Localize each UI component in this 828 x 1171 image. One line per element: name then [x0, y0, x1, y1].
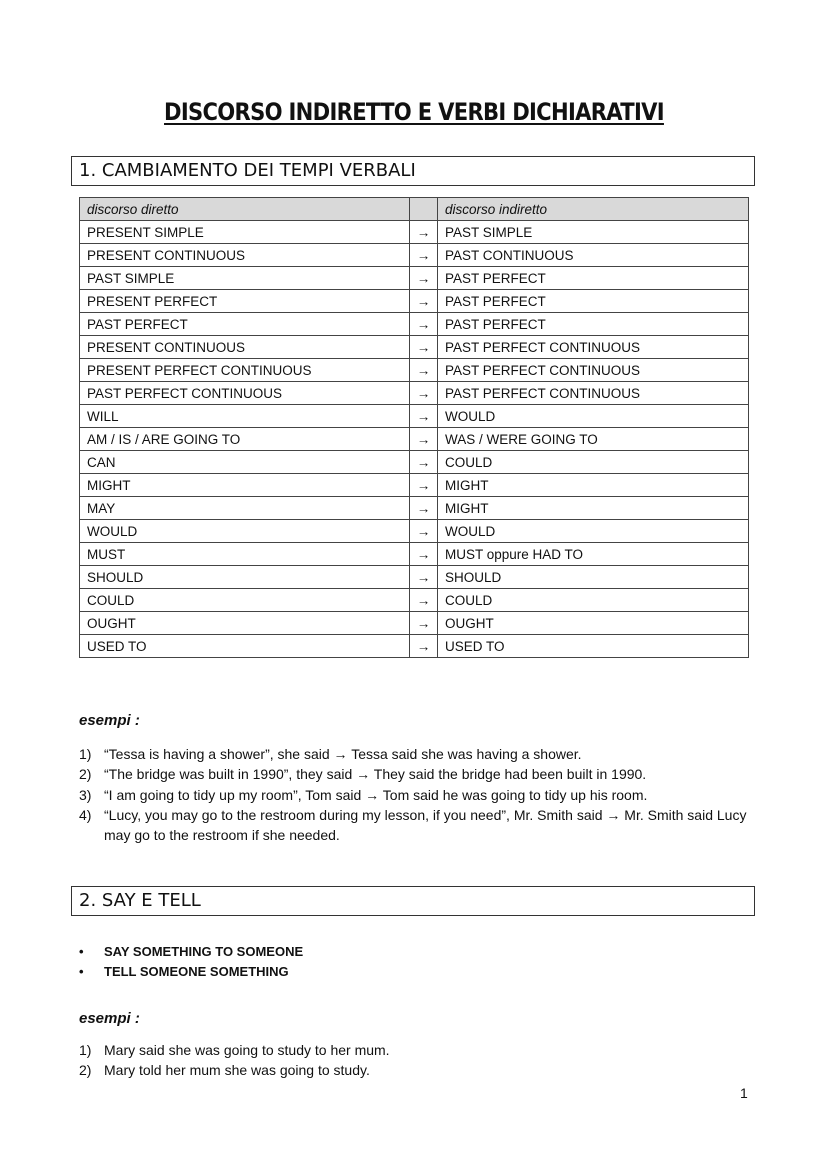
bullet-text: TELL SOMEONE SOMETHING	[104, 964, 289, 979]
indirect-speech-cell: WOULD	[438, 405, 749, 428]
bullet-icon: •	[79, 964, 84, 979]
item-text: “Tessa is having a shower”, she said → Tessa said she was having a shower.	[104, 746, 582, 762]
list-item	[79, 764, 759, 784]
indirect-speech-cell: PAST CONTINUOUS	[438, 244, 749, 267]
arrow-icon: →	[410, 566, 438, 589]
arrow-icon: →	[410, 290, 438, 313]
direct-speech-cell: PRESENT PERFECT CONTINUOUS	[80, 359, 410, 382]
indirect-speech-cell: PAST PERFECT CONTINUOUS	[438, 382, 749, 405]
indirect-speech-cell: PAST PERFECT CONTINUOUS	[438, 359, 749, 382]
indirect-speech-cell: COULD	[438, 589, 749, 612]
table-row	[80, 313, 749, 336]
indirect-speech-cell: PAST PERFECT	[438, 313, 749, 336]
direct-speech-cell: AM / IS / ARE GOING TO	[80, 428, 410, 451]
page-number: 1	[740, 1085, 748, 1101]
indirect-speech-cell: PAST PERFECT	[438, 290, 749, 313]
table-row	[80, 244, 749, 267]
arrow-icon: →	[410, 520, 438, 543]
indirect-speech-cell: USED TO	[438, 635, 749, 658]
list-item	[79, 785, 759, 805]
table-header	[80, 198, 749, 221]
indirect-speech-cell: PAST PERFECT	[438, 267, 749, 290]
examples-label-2: esempi :	[79, 1010, 140, 1027]
direct-speech-cell: WOULD	[80, 520, 410, 543]
direct-speech-cell: PRESENT PERFECT	[80, 290, 410, 313]
arrow-icon: →	[410, 359, 438, 382]
item-text: “I am going to tidy up my room”, Tom said → Tom said he was going to tidy up his room.	[104, 786, 648, 803]
item-text: Mary said she was going to study to her mum.	[104, 1042, 390, 1058]
table-row	[80, 267, 749, 290]
table-row	[80, 612, 749, 635]
table-row	[80, 359, 749, 382]
table-row	[80, 451, 749, 474]
section-2-heading: 2. SAY E TELL	[71, 886, 755, 916]
bullet-list	[79, 942, 303, 982]
indirect-speech-cell: PAST SIMPLE	[438, 221, 749, 244]
direct-speech-cell: WILL	[80, 405, 410, 428]
arrow-icon: →	[410, 451, 438, 474]
table-row	[80, 336, 749, 359]
table-row	[80, 589, 749, 612]
arrow-icon: →	[410, 405, 438, 428]
item-number: 1)	[79, 1042, 92, 1058]
item-number: 1)	[79, 746, 92, 762]
direct-speech-cell: COULD	[80, 589, 410, 612]
table-row	[80, 543, 749, 566]
examples-label: esempi :	[79, 712, 140, 729]
direct-speech-cell: SHOULD	[80, 566, 410, 589]
direct-speech-cell: OUGHT	[80, 612, 410, 635]
arrow-icon: →	[410, 382, 438, 405]
direct-speech-cell: PRESENT CONTINUOUS	[80, 244, 410, 267]
list-item	[79, 805, 759, 846]
header-cell: discorso indiretto	[438, 198, 749, 221]
arrow-icon: →	[410, 543, 438, 566]
item-text: Mary told her mum she was going to study.	[104, 1062, 370, 1079]
bullet-text: SAY SOMETHING TO SOMEONE	[104, 944, 304, 959]
arrow-icon: →	[410, 267, 438, 290]
indirect-speech-cell: WAS / WERE GOING TO	[438, 428, 749, 451]
arrow-icon: →	[410, 428, 438, 451]
arrow-icon: →	[410, 474, 438, 497]
direct-speech-cell: MUST	[80, 543, 410, 566]
table-row	[80, 520, 749, 543]
arrow-icon: →	[410, 313, 438, 336]
indirect-speech-cell: MIGHT	[438, 497, 749, 520]
arrow-icon: →	[410, 221, 438, 244]
table-row	[80, 566, 749, 589]
table-row	[80, 405, 749, 428]
table-row	[80, 221, 749, 244]
tense-change-table	[79, 197, 749, 658]
direct-speech-cell: MIGHT	[80, 474, 410, 497]
arrow-icon: →	[410, 336, 438, 359]
examples-list-2	[79, 1040, 759, 1081]
list-item	[79, 744, 759, 764]
direct-speech-cell: PAST SIMPLE	[80, 267, 410, 290]
table-row	[80, 474, 749, 497]
examples-list	[79, 744, 759, 845]
table-row	[80, 635, 749, 658]
table-row	[80, 290, 749, 313]
list-item	[79, 1040, 759, 1060]
table-row	[80, 428, 749, 451]
item-number: 2)	[79, 766, 92, 783]
arrow-icon: →	[410, 244, 438, 267]
item-number: 4)	[79, 806, 92, 823]
indirect-speech-cell: MIGHT	[438, 474, 749, 497]
direct-speech-cell: PRESENT SIMPLE	[80, 221, 410, 244]
arrow-icon: →	[410, 497, 438, 520]
indirect-speech-cell: OUGHT	[438, 612, 749, 635]
indirect-speech-cell: MUST oppure HAD TO	[438, 543, 749, 566]
direct-speech-cell: USED TO	[80, 635, 410, 658]
item-number: 2)	[79, 1062, 92, 1079]
indirect-speech-cell: WOULD	[438, 520, 749, 543]
arrow-icon: →	[410, 589, 438, 612]
direct-speech-cell: PAST PERFECT CONTINUOUS	[80, 382, 410, 405]
direct-speech-cell: PAST PERFECT	[80, 313, 410, 336]
direct-speech-cell: CAN	[80, 451, 410, 474]
indirect-speech-cell: COULD	[438, 451, 749, 474]
header-cell	[410, 198, 438, 221]
table-row	[80, 382, 749, 405]
table-row	[80, 497, 749, 520]
direct-speech-cell: MAY	[80, 497, 410, 520]
item-text: “Lucy, you may go to the restroom during my lesson, if you need”, Mr. Smith said → Mr. Smith said Lucy may go to the restroom if she needed.	[104, 806, 747, 844]
item-number: 3)	[79, 786, 92, 803]
section-1-heading: 1. CAMBIAMENTO DEI TEMPI VERBALI	[71, 156, 755, 186]
list-item	[79, 1060, 759, 1080]
direct-speech-cell: PRESENT CONTINUOUS	[80, 336, 410, 359]
header-cell: discorso diretto	[80, 198, 410, 221]
item-text: “The bridge was built in 1990”, they said → They said the bridge had been built in 1990.	[104, 766, 647, 783]
indirect-speech-cell: PAST PERFECT CONTINUOUS	[438, 336, 749, 359]
bullet-item	[79, 942, 303, 962]
indirect-speech-cell: SHOULD	[438, 566, 749, 589]
arrow-icon: →	[410, 612, 438, 635]
arrow-icon: →	[410, 635, 438, 658]
document-title: DISCORSO INDIRETTO E VERBI DICHIARATIVI	[164, 98, 664, 126]
bullet-icon: •	[79, 944, 84, 959]
bullet-item	[79, 962, 303, 982]
